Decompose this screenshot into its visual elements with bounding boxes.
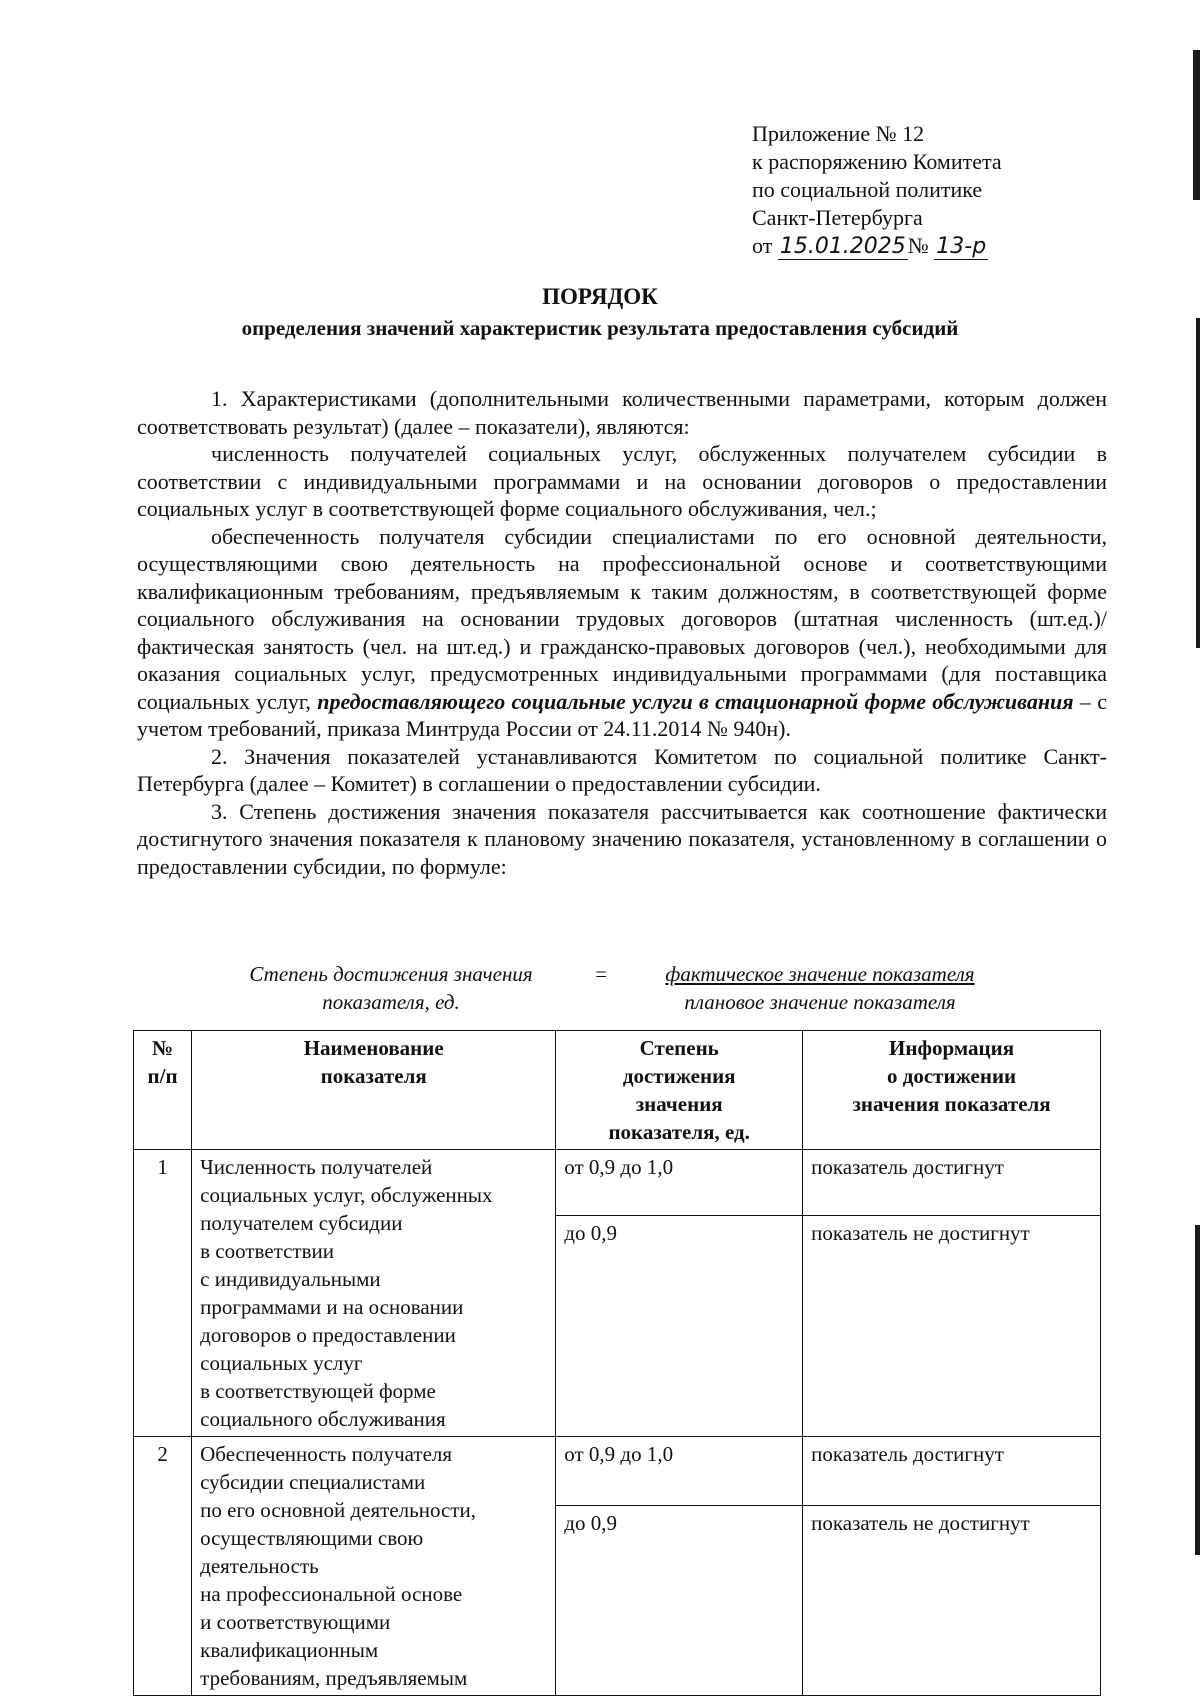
- table-header-row: [134, 1031, 1101, 1150]
- paragraph-text: – с учетом требований, приказа Минтруда России от 24.11.2014 № 940н).: [137, 688, 1107, 741]
- row-name: Обеспеченность получателя субсидии специалистами по его основной деятельности, осуществляющими свою деятельность на профессиональной основе и соответствующими квалификационным требованиям, предъявляемым: [192, 1437, 556, 1696]
- formula-fraction: [640, 960, 1000, 1016]
- row-range: до 0,9: [556, 1216, 803, 1437]
- row-name: Численность получателей социальных услуг, обслуженных получателем субсидии в соответствии с индивидуальными программами и на основании договоров о предоставлении социальных услуг в соответствующей форме социального обслуживания: [192, 1150, 556, 1437]
- appendix-line: Приложение № 12: [752, 121, 925, 146]
- table-row: [134, 1437, 1101, 1506]
- row-range: от 0,9 до 1,0: [556, 1150, 803, 1216]
- paragraph: 1. Характеристиками (дополнительными количественными параметрами, которым должен соответствовать результат) (далее – показатели), являются:: [137, 386, 1107, 439]
- formula-left: [226, 960, 556, 1016]
- appendix-line: Санкт-Петербурга: [752, 205, 923, 230]
- row-range: от 0,9 до 1,0: [556, 1437, 803, 1506]
- header-num: № п/п: [134, 1031, 192, 1150]
- paragraph: 3. Степень достижения значения показателя рассчитывается как соотношение фактически достигнутого значения показателя к плановому значению показателя, установленному в соглашении о предоставлении субсидии, по формуле:: [137, 798, 1107, 879]
- row-info: показатель не достигнут: [803, 1216, 1101, 1437]
- handwritten-number: 13-р: [936, 234, 987, 259]
- formula-denominator: плановое значение показателя: [684, 990, 956, 1014]
- row-info: показатель не достигнут: [803, 1505, 1101, 1695]
- emphasized-text: предоставляющего социальные услуги в стационарной форме обслуживания: [317, 688, 1074, 714]
- header-degree: Степень достижения значения показателя, ед.: [556, 1031, 803, 1150]
- appendix-line: по социальной политике: [752, 177, 983, 202]
- document-title: ПОРЯДОК: [542, 284, 658, 309]
- row-num: 1: [134, 1150, 192, 1437]
- appendix-header: [752, 120, 1002, 261]
- header-info: Информация о достижении значения показателя: [803, 1031, 1101, 1150]
- scan-edge-mark: [1195, 1225, 1200, 1555]
- row-range: до 0,9: [556, 1505, 803, 1695]
- table-row: [134, 1150, 1101, 1216]
- document-body: [137, 385, 1107, 880]
- paragraph-text: обеспеченность получателя субсидии специалистами по его основной деятельности, осуществляющими свою деятельность на профессиональной основе и соответствующими квалификационным требованиям, предъявляемым к таким должностям, в соответствующей форме социального обслуживания на основании трудовых договоров (штатная численность (шт.ед.)/фактическая занятость (чел. на шт.ед.) и гражданско-правовых договоров (чел.), необходимыми для оказания социальных услуг, предусмотренных индивидуальными программами (для поставщика социальных услуг,: [137, 523, 1107, 714]
- paragraph: [137, 523, 1107, 743]
- row-num: 2: [134, 1437, 192, 1696]
- paragraph: 2. Значения показателей устанавливаются Комитетом по социальной политике Санкт-Петербурга (далее – Комитет) в соглашении о предоставлении субсидии.: [137, 743, 1107, 796]
- row-info: показатель достигнут: [803, 1437, 1101, 1506]
- indicators-table: [133, 1030, 1101, 1696]
- appendix-line: к распоряжению Комитета: [752, 149, 1002, 174]
- header-name: Наименование показателя: [192, 1031, 556, 1150]
- handwritten-date: 15.01.2025: [779, 234, 906, 259]
- row-info: показатель достигнут: [803, 1150, 1101, 1216]
- formula-numerator: фактическое значение показателя: [665, 962, 975, 986]
- formula-left-line: показателя, ед.: [322, 990, 460, 1014]
- scan-edge-mark: [1193, 50, 1200, 200]
- formula-left-line: Степень достижения значения: [249, 962, 533, 986]
- date-prefix: от: [752, 233, 773, 258]
- formula-equals: =: [594, 962, 609, 986]
- appendix-date-line: [752, 232, 1002, 261]
- paragraph: численность получателей социальных услуг, обслуженных получателем субсидии в соответствии с индивидуальными программами и на основании договоров о предоставлении социальных услуг в соответствующей форме социального обслуживания, чел.;: [137, 441, 1107, 521]
- scan-edge-mark: [1196, 318, 1200, 648]
- number-sign: №: [907, 233, 929, 258]
- document-subtitle: определения значений характеристик результата предоставления субсидий: [241, 316, 959, 340]
